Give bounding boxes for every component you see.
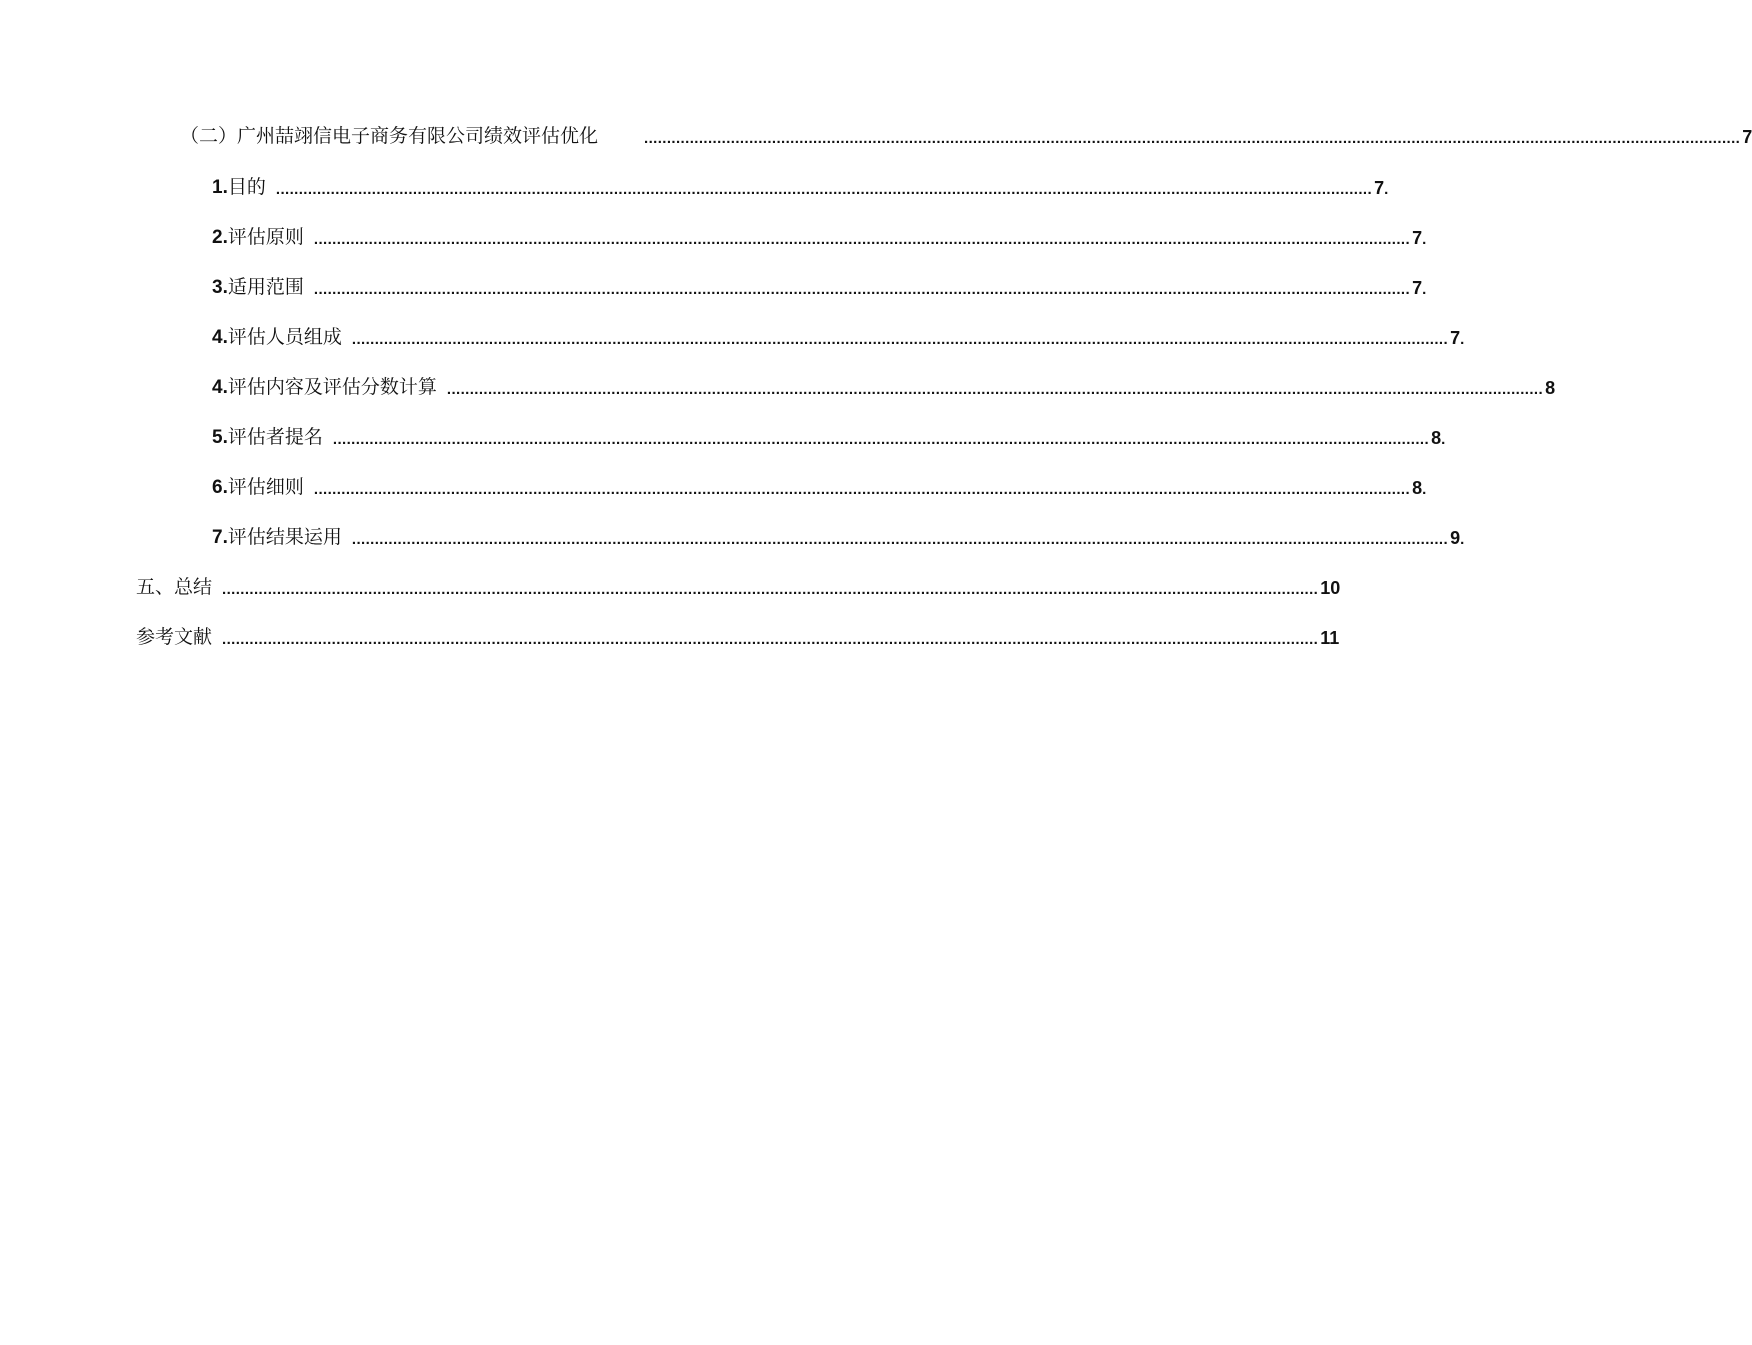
toc-entry-title: 评估者提名 <box>227 426 323 448</box>
toc-entry[interactable] <box>180 118 1752 148</box>
toc-entry-label <box>212 276 304 299</box>
toc-entry-label <box>136 576 212 599</box>
toc-entry-title: 参考文献 <box>136 626 213 648</box>
toc-entry-number: 2. <box>212 227 228 248</box>
toc-entry-label <box>212 526 342 549</box>
toc-dot-leader: ................................................................................................................................................................................................................................................ <box>351 531 1449 548</box>
toc-entry-label <box>212 426 323 449</box>
toc-entry-title: 五、总结 <box>136 576 213 598</box>
toc-trailing-dot: . <box>1384 181 1389 198</box>
toc-page-number: 11 <box>1320 628 1340 648</box>
toc-entry[interactable] <box>212 519 1465 549</box>
toc-page-number: 10 <box>1320 578 1341 598</box>
toc-page-number: 7 <box>1412 228 1423 248</box>
toc-entry-title: 评估细则 <box>227 476 304 498</box>
toc-entry[interactable] <box>212 419 1446 449</box>
toc-dot-leader: ................................................................................................................................................................................................................................................ <box>351 331 1449 348</box>
toc-page-number: 9 <box>1450 528 1461 548</box>
toc-entry-number: 5. <box>212 427 228 448</box>
toc-entry[interactable] <box>212 269 1427 299</box>
toc-entry[interactable] <box>212 219 1427 249</box>
toc-entry[interactable] <box>136 619 1340 649</box>
toc-entry-label <box>212 376 437 399</box>
toc-entry-label <box>212 476 304 499</box>
toc-dot-leader: ................................................................................................................................................................................................................................................ <box>313 481 1411 498</box>
toc-page-number: 8 <box>1431 428 1442 448</box>
toc-entry-title: 评估原则 <box>227 226 304 248</box>
toc-entry-number: 4. <box>212 327 228 348</box>
toc-dot-leader: ................................................................................................................................................................................................................................................ <box>313 281 1411 298</box>
toc-entry-label <box>212 176 266 199</box>
toc-entry[interactable] <box>136 569 1341 599</box>
toc-entry-number: 6. <box>212 477 228 498</box>
toc-trailing-dot: . <box>1460 331 1465 348</box>
toc-page-number: 7 <box>1374 178 1385 198</box>
toc-entry-title: 评估人员组成 <box>227 326 342 348</box>
toc-trailing-dot: . <box>1460 531 1465 548</box>
toc-dot-leader: ................................................................................................................................................................................................................................................ <box>644 130 1741 147</box>
toc-entry-title: 适用范围 <box>227 276 304 298</box>
toc-trailing-dot: . <box>1441 431 1446 448</box>
toc-dot-leader: ................................................................................................................................................................................................................................................ <box>222 631 1319 648</box>
toc-entry-label <box>212 226 304 249</box>
toc-entry-number: 4. <box>212 377 228 398</box>
toc-dot-leader: ................................................................................................................................................................................................................................................ <box>275 181 1373 198</box>
toc-trailing-dot: . <box>1422 481 1427 498</box>
toc-page-number: 7 <box>1742 127 1752 147</box>
toc-entry-label <box>180 125 598 148</box>
toc-page-number: 7 <box>1412 278 1423 298</box>
toc-entry-title: 目的 <box>227 176 266 198</box>
toc-entry-title: （二）广州喆翊信电子商务有限公司绩效评估优化 <box>180 125 599 147</box>
toc-dot-leader: ................................................................................................................................................................................................................................................ <box>332 431 1430 448</box>
toc-dot-leader: ................................................................................................................................................................................................................................................ <box>313 231 1411 248</box>
toc-page-number: 8 <box>1412 478 1423 498</box>
toc-page-number: 7 <box>1450 328 1461 348</box>
toc-entry-number: 1. <box>212 177 228 198</box>
toc-entry[interactable] <box>212 469 1427 499</box>
toc-entry-title: 评估结果运用 <box>227 526 342 548</box>
toc-entry-label <box>136 626 212 649</box>
toc-entry[interactable] <box>212 369 1556 399</box>
toc-page-number: 8 <box>1545 378 1556 398</box>
toc-dot-leader: ................................................................................................................................................................................................................................................ <box>446 381 1544 398</box>
toc-entry[interactable] <box>212 319 1465 349</box>
toc-entry-title: 评估内容及评估分数计算 <box>227 376 437 398</box>
toc-entry-number: 7. <box>212 527 228 548</box>
toc-trailing-dot: . <box>1422 281 1427 298</box>
toc-entry[interactable] <box>212 169 1389 199</box>
toc-trailing-dot: . <box>1422 231 1427 248</box>
toc-entry-label <box>212 326 342 349</box>
toc-dot-leader: ................................................................................................................................................................................................................................................ <box>222 581 1319 598</box>
toc-entry-number: 3. <box>212 277 228 298</box>
